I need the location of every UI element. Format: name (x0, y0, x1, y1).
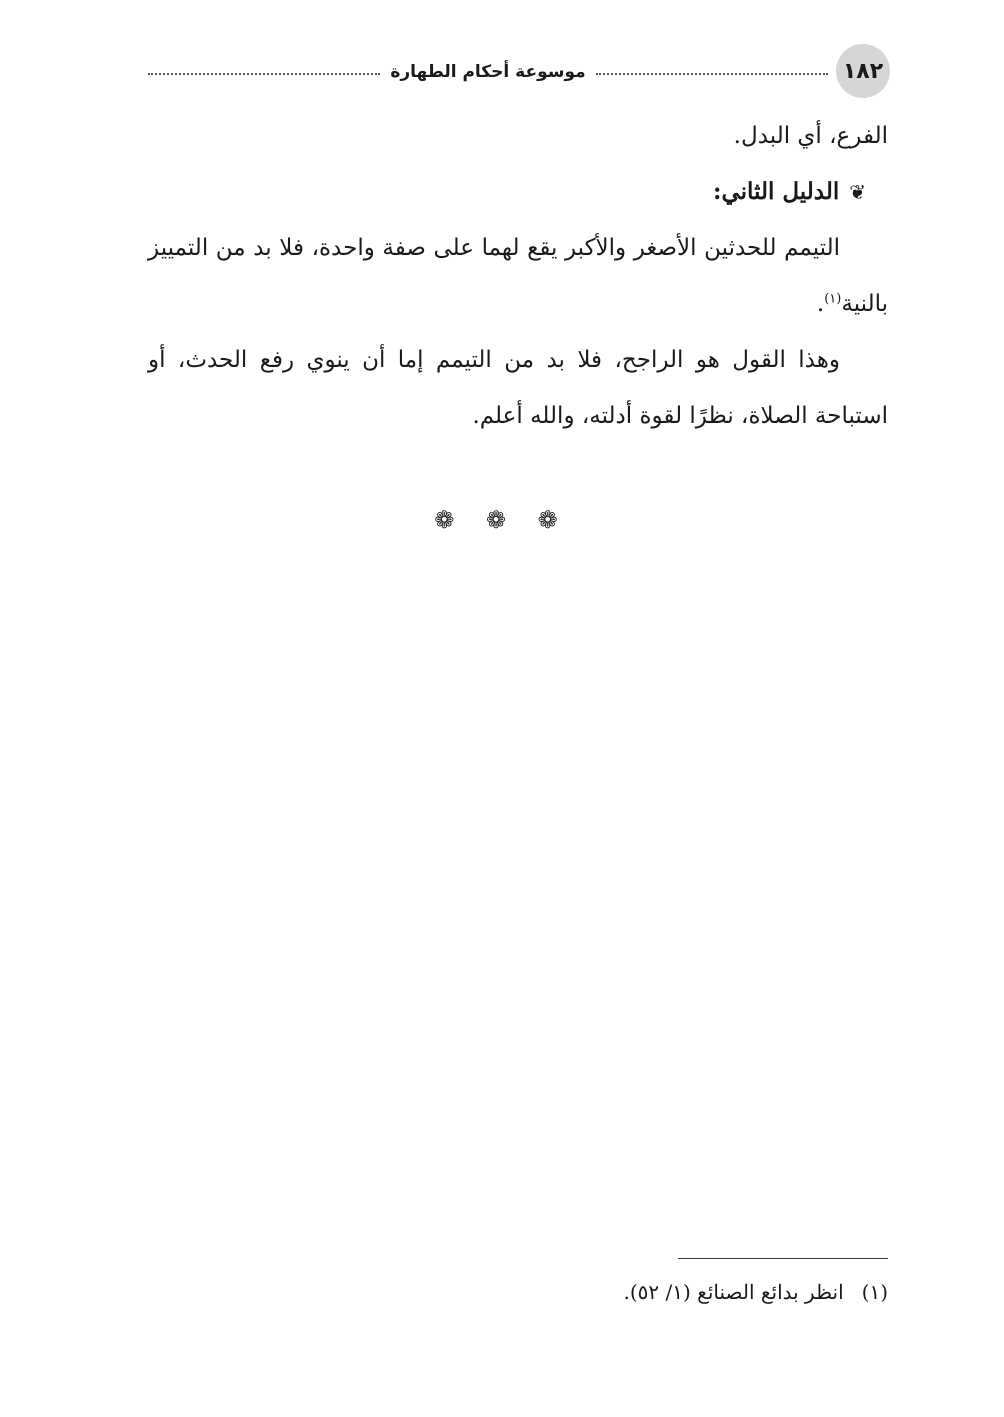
paragraph-1 (148, 220, 888, 332)
section-heading-text: الدليل الثاني: (712, 178, 840, 205)
page-header (148, 44, 890, 98)
page-body (148, 108, 888, 444)
page-number: ١٨٢ (836, 44, 890, 98)
footnote-reference[interactable]: (١) (824, 291, 842, 307)
body-line-1: الفرع، أي البدل. (733, 123, 888, 149)
section-separator: ❁ ❁ ❁ (434, 506, 570, 534)
dotted-leader-right (596, 73, 828, 75)
running-title: موسوعة أحكام الطهارة (390, 62, 586, 82)
footnote-divider (678, 1258, 888, 1259)
paragraph-1-end: . (816, 291, 825, 317)
footnote (148, 1276, 888, 1308)
dotted-leader-left (148, 73, 380, 75)
paragraph-2: وهذا القول هو الراجح، فلا بد من التيمم إما أن ينوي رفع الحدث، أو استباحة الصلاة، نظرًا لقوة أدلته، والله أعلم. (148, 347, 888, 429)
section-heading (148, 164, 888, 220)
running-head (148, 58, 828, 86)
footnote-marker: (١) (861, 1280, 888, 1304)
leaf-icon: ❦ (849, 180, 866, 204)
paragraph-1-text: التيمم للحدثين الأصغر والأكبر يقع لهما على صفة واحدة، فلا بد من التمييز بالنية (148, 235, 888, 317)
footnote-text: انظر بدائع الصنائع (١/ ٥٢). (623, 1280, 844, 1304)
